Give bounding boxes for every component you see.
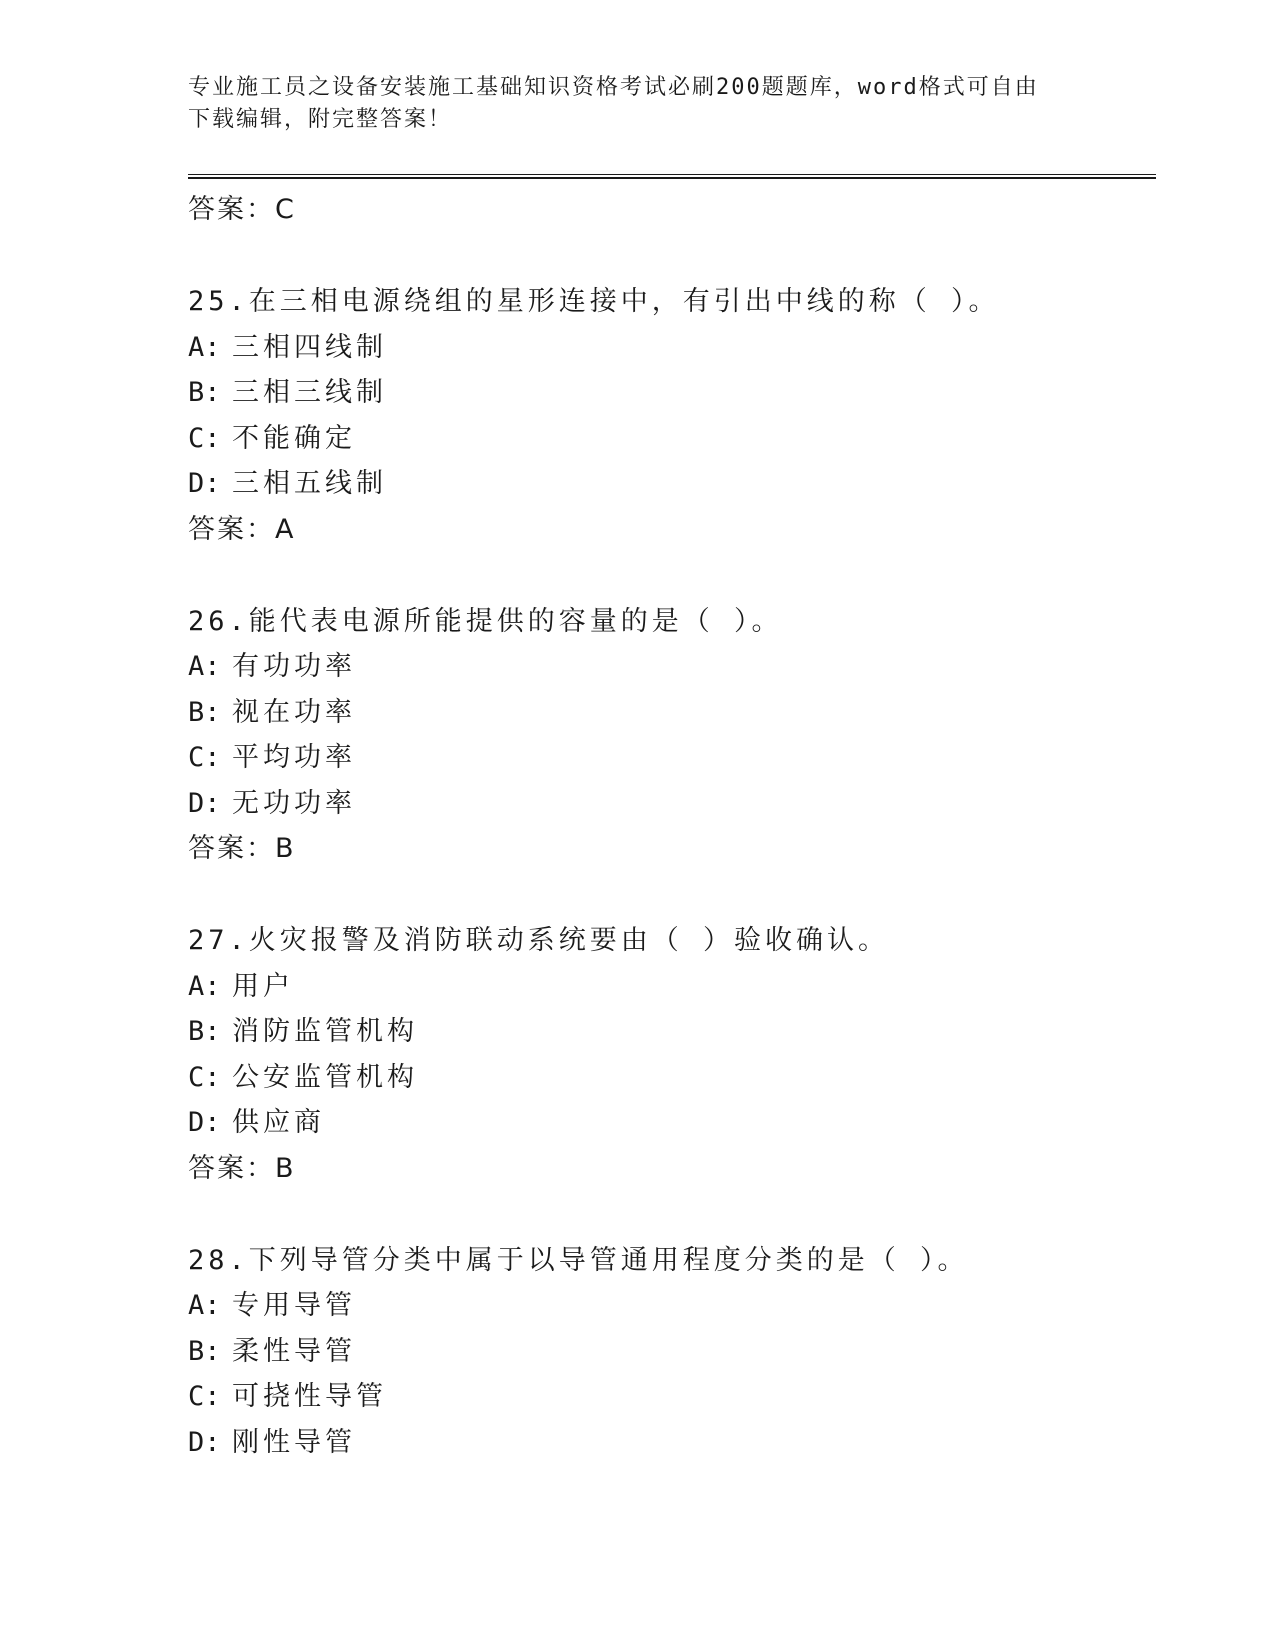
document-header — [188, 72, 1148, 136]
option-text: 可挠性导管 — [232, 1381, 387, 1412]
option-c — [188, 1374, 1148, 1420]
option-b — [188, 1329, 1148, 1375]
option-a — [188, 964, 1148, 1010]
question-stem: 26.能代表电源所能提供的容量的是（ ）。 — [188, 605, 783, 637]
option-b — [188, 1009, 1148, 1055]
question-stem: 25.在三相电源绕组的星形连接中，有引出中线的称（ ）。 — [188, 286, 1000, 317]
option-text: 柔性导管 — [232, 1335, 356, 1367]
option-letter: C: — [188, 422, 221, 454]
option-letter: D: — [188, 468, 221, 499]
option-text: 不能确定 — [232, 422, 356, 454]
option-text: 有功功率 — [232, 651, 356, 682]
previous-answer: 答案：C — [188, 194, 296, 225]
option-text: 供应商 — [232, 1107, 325, 1138]
option-text: 三相四线制 — [232, 331, 387, 363]
option-letter: D: — [188, 1107, 221, 1138]
option-text: 专用导管 — [232, 1290, 356, 1321]
option-letter: D: — [188, 1426, 221, 1458]
option-letter: C: — [188, 742, 221, 773]
option-d — [188, 781, 1148, 827]
option-letter: C: — [188, 1381, 221, 1412]
question-28 — [188, 1238, 1148, 1466]
question-stem: 27.火灾报警及消防联动系统要由（ ）验收确认。 — [188, 925, 890, 956]
option-letter: B: — [188, 377, 221, 408]
question-25 — [188, 279, 1148, 553]
option-text: 视在功率 — [232, 696, 356, 728]
option-text: 三相五线制 — [232, 468, 387, 499]
option-text: 公安监管机构 — [232, 1061, 418, 1093]
header-line-1: 专业施工员之设备安装施工基础知识资格考试必刷200题题库，word格式可自由 — [188, 75, 1039, 100]
option-c — [188, 1055, 1148, 1101]
option-a — [188, 325, 1148, 371]
option-text: 消防监管机构 — [232, 1016, 418, 1047]
option-text: 无功功率 — [232, 787, 356, 819]
option-d — [188, 1420, 1148, 1466]
header-line-2: 下载编辑，附完整答案！ — [188, 107, 453, 132]
option-a — [188, 644, 1148, 690]
option-letter: B: — [188, 1335, 221, 1367]
option-letter: A: — [188, 970, 221, 1002]
option-a — [188, 1283, 1148, 1329]
option-text: 刚性导管 — [232, 1426, 356, 1458]
option-letter: D: — [188, 787, 221, 819]
document-page — [188, 72, 1148, 1465]
question-27 — [188, 918, 1148, 1192]
answer: 答案：A — [188, 513, 296, 545]
option-d — [188, 461, 1148, 507]
option-letter: A: — [188, 651, 221, 682]
option-text: 三相三线制 — [232, 377, 387, 408]
question-stem: 28.下列导管分类中属于以导管通用程度分类的是（ ）。 — [188, 1244, 969, 1276]
header-divider — [188, 174, 1156, 179]
option-d — [188, 1100, 1148, 1146]
option-text: 平均功率 — [232, 742, 356, 773]
option-c — [188, 735, 1148, 781]
answer: 答案：B — [188, 1152, 296, 1184]
option-letter: B: — [188, 1016, 221, 1047]
option-letter: B: — [188, 696, 221, 728]
option-b — [188, 690, 1148, 736]
option-letter: C: — [188, 1061, 221, 1093]
option-text: 用户 — [232, 970, 294, 1002]
option-c — [188, 416, 1148, 462]
option-b — [188, 370, 1148, 416]
option-letter: A: — [188, 1290, 221, 1321]
question-26 — [188, 599, 1148, 873]
answer: 答案：B — [188, 833, 296, 864]
option-letter: A: — [188, 331, 221, 363]
